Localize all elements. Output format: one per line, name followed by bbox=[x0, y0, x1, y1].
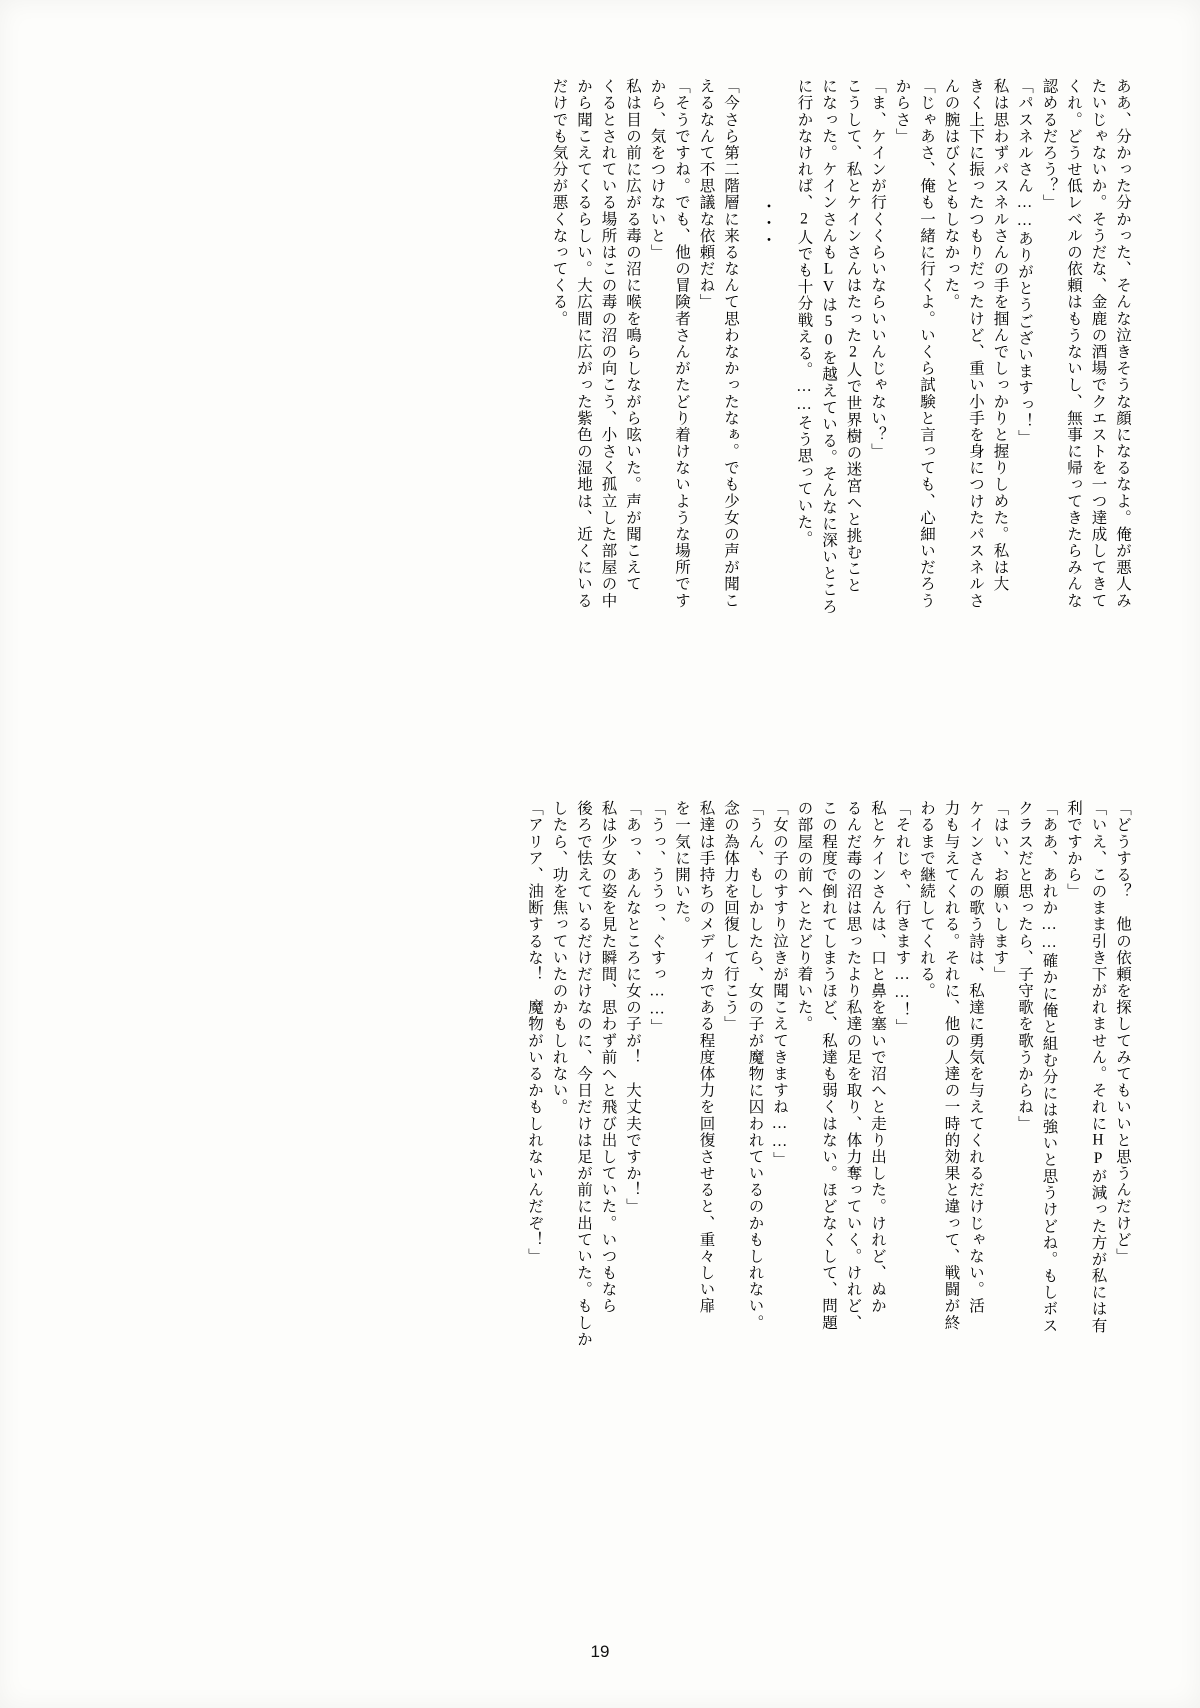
text-line bbox=[738, 78, 747, 778]
text-line bbox=[778, 78, 787, 778]
bottom-text-block bbox=[70, 800, 1130, 1480]
text-line: 「女の子のすすり泣きが聞こえてきますね……」 bbox=[771, 800, 788, 1168]
text-line: から、気をつけないと」 bbox=[648, 78, 666, 261]
text-line: 力も与えてくれる。それに、他の人達の一時的効果と違って、戦闘が終 bbox=[942, 800, 960, 1331]
text-line: になった。ケインさんもLVは50を越えている。そんなに深いところ bbox=[820, 78, 837, 615]
text-line: 後ろで怯えているだけだけなのに、今日だけは足が前に出ていた。もしか bbox=[575, 800, 592, 1348]
text-line: 「ま、ケインが行くくらいならいいんじゃない？」 bbox=[869, 78, 886, 460]
text-line: 「今さら第二階層に来るなんて思わなかったなぁ。でも少女の声が聞こ bbox=[722, 78, 739, 609]
text-line: 「あっ、あんなところに女の子が！ 大丈夫ですか！」 bbox=[624, 800, 641, 1215]
text-line: 私は目の前に広がる毒の沼に喉を鳴らしながら呟いた。声が聞こえて bbox=[624, 78, 641, 593]
text-line: 私とケインさんは、口と鼻を塞いで沼へと走り出した。けれど、ぬか bbox=[869, 800, 886, 1315]
text-line: 私は少女の姿を見た瞬間、思わず前へと飛び出していた。いつもなら bbox=[599, 800, 617, 1315]
text-line: 私達は手持ちのメディカである程度体力を回復させると、重々しい扉 bbox=[697, 800, 715, 1315]
text-line: くるとされている場所はこの毒の沼の向こう、小さく孤立した部屋の中 bbox=[599, 78, 617, 609]
text-line: くれ。どうせ低レベルの依頼はもうないし、無事に帰ってきたらみんな bbox=[1065, 78, 1082, 609]
text-line: 利ですから」 bbox=[1065, 800, 1082, 900]
text-line: 「うん、もしかしたら、女の子が魔物に囚われているのかもしれない。 bbox=[746, 800, 764, 1331]
text-line: を一気に開いた。 bbox=[673, 800, 690, 933]
text-line: 「じゃあさ、俺も一緒に行くよ。いくら試験と言っても、心細いだろう bbox=[918, 78, 935, 609]
text-line: ああ、分かった分かった、そんな泣きそうな顔になるなよ。俺が悪人み bbox=[1114, 78, 1131, 609]
text-line: 「ああ、あれか……確かに俺と組む分には強いと思うけどね。もしボス bbox=[1040, 800, 1058, 1334]
text-line: だけでも気分が悪くなってくる。 bbox=[550, 78, 568, 327]
text-line: 「そうですね。でも、他の冒険者さんがたどり着けないような場所です bbox=[673, 78, 690, 609]
text-line: クラスだと思ったら、子守歌を歌うからね」 bbox=[1016, 800, 1033, 1132]
text-line: 「パスネルさん……ありがとうございますっ！」 bbox=[1016, 78, 1033, 446]
text-line: こうして、私とケインさんはたった2人で世界樹の迷宮へと挑むこと bbox=[844, 78, 862, 594]
text-line: 「どうする？ 他の依頼を探してみてもいいと思うんだけど」 bbox=[1114, 800, 1131, 1265]
text-line: 私は思わずパスネルさんの手を掴んでしっかりと握りしめた。私は大 bbox=[991, 78, 1009, 593]
text-line: んの腕はびくともしなかった。 bbox=[942, 78, 960, 311]
text-line: 念の為体力を回復して行こう」 bbox=[722, 800, 739, 1033]
text-line: 認めるだろう？」 bbox=[1040, 78, 1058, 211]
text-line: の部屋の前へとたどり着いた。 bbox=[795, 800, 813, 1033]
text-line: したら、功を焦っていたのかもしれない。 bbox=[550, 800, 568, 1116]
text-line: 「うっ、ううっ、ぐすっ……」 bbox=[648, 800, 666, 1036]
text-line: から聞こえてくるらしい。大広間に広がった紫色の湿地は、近くにいる bbox=[575, 78, 592, 609]
text-line: に行かなければ、2人でも十分戦える。……そう思っていた。 bbox=[795, 78, 813, 547]
text-line: ケインさんの歌う詩は、私達に勇気を与えてくれるだけじゃない。活 bbox=[967, 800, 984, 1315]
text-line: ・・・ bbox=[759, 198, 776, 248]
page-number: 19 bbox=[590, 1642, 610, 1661]
text-line: 「それじゃ、行きます……！」 bbox=[893, 800, 911, 1036]
text-line: るんだ毒の沼は思ったより私達の足を取り、体力奪っていく。けれど、 bbox=[844, 800, 862, 1331]
text-line: 「はい、お願いします」 bbox=[991, 800, 1009, 983]
text-line: えるなんて不思議な依頼だね」 bbox=[697, 78, 715, 311]
text-line: 「アリア、油断するな！ 魔物がいるかもしれないんだぞ！」 bbox=[526, 800, 543, 1265]
top-text-block bbox=[70, 78, 1130, 778]
text-line: たいじゃないか。そうだな、金鹿の酒場でクエストを一つ達成してきて bbox=[1089, 78, 1107, 609]
text-line: 「いえ、このまま引き下がれません。それにHPが減った方が私には有 bbox=[1089, 800, 1107, 1334]
text-line: きく上下に振ったつもりだったけど、重い小手を身につけたパスネルさ bbox=[967, 78, 984, 609]
text-line: からさ」 bbox=[893, 78, 911, 145]
text-line: この程度で倒れてしまうほど、私達も弱くはない。ほどなくして、問題 bbox=[820, 800, 837, 1331]
text-line: わるまで継続してくれる。 bbox=[918, 800, 935, 1000]
